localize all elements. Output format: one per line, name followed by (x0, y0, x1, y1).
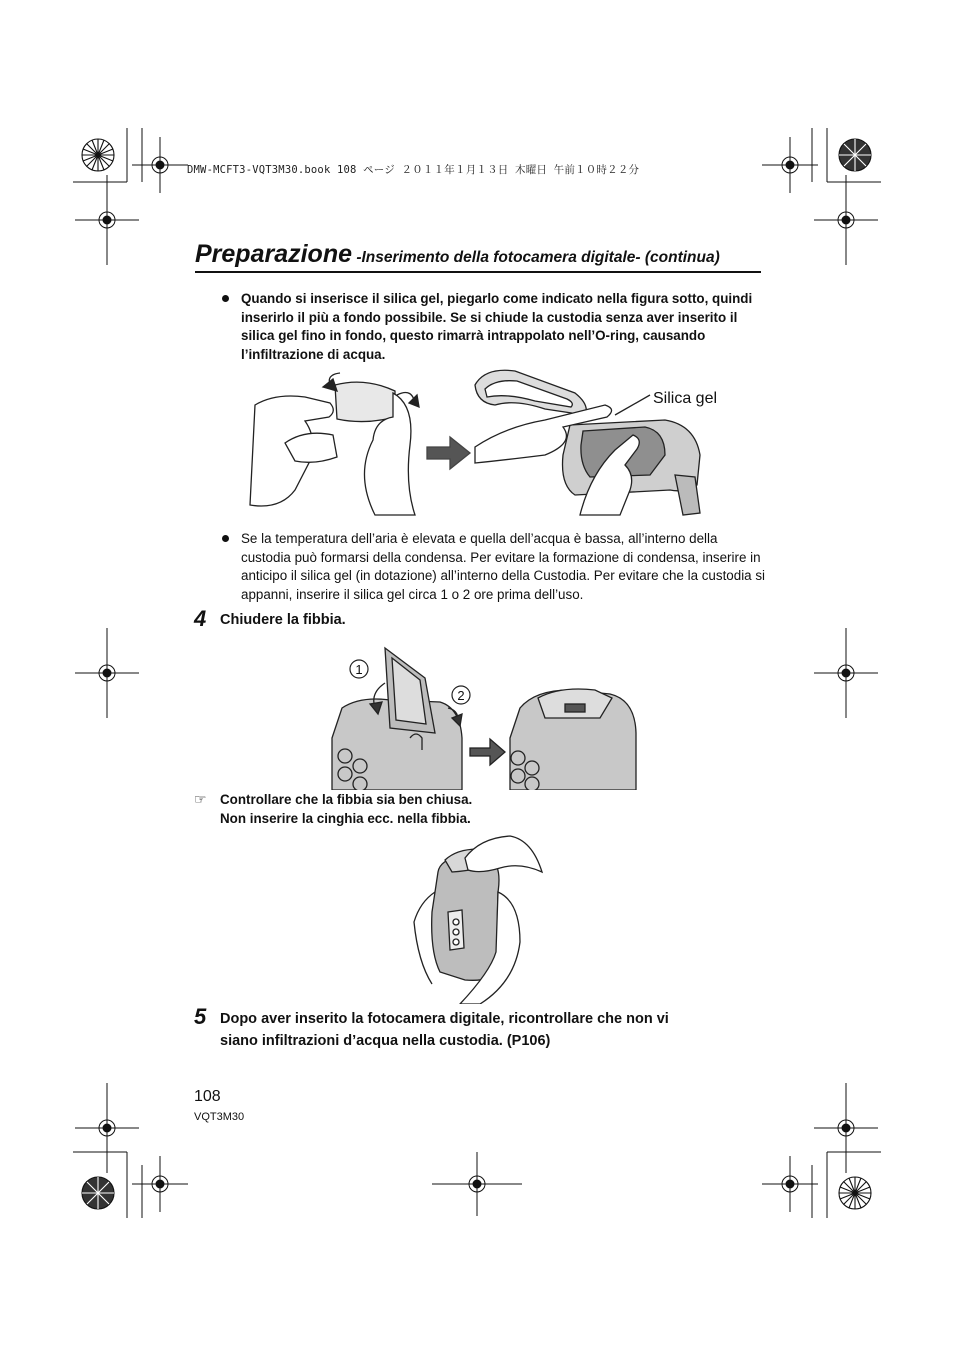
figure-label-2: 2 (457, 688, 465, 703)
title-main: Preparazione (195, 240, 353, 268)
title-subtitle: -Inserimento della fotocamera digitale- (continua) (352, 249, 720, 266)
step-4-text: Chiudere la fibbia. (220, 612, 346, 628)
step-4 (194, 606, 206, 632)
bullet-icon (222, 535, 229, 542)
silica-gel-label: Silica gel (653, 390, 718, 407)
model-code: VQT3M30 (194, 1111, 245, 1123)
step-5 (194, 1004, 206, 1030)
check-buckle-illustration (410, 832, 550, 1004)
print-header: DMW-MCFT3-VQT3M30.book 108 ページ ２０１１年１月１３日 木曜日 午前１０時２２分 (187, 164, 640, 176)
step-5-number: 5 (194, 1004, 207, 1029)
page-title (195, 240, 761, 273)
step-5-line-2: siano infiltrazioni d’acqua nella custodia. (P106) (220, 1033, 551, 1049)
buckle-illustration (330, 638, 640, 790)
page-number: 108 (194, 1088, 221, 1105)
silica-gel-illustration (245, 365, 735, 520)
figure-label-1: 1 (355, 662, 363, 677)
note-line-1: Controllare che la fibbia sia ben chiusa. (220, 792, 473, 807)
bullet-icon (222, 295, 229, 302)
step-5-line-1: Dopo aver inserito la fotocamera digitale, ricontrollare che non vi (220, 1011, 669, 1027)
silica-gel-instruction: Quando si inserisce il silica gel, piegarlo come indicato nella figura sotto, quindi inserirlo il più a fondo possibile. Se si chiude la custodia senza aver inserito il silica gel fino in fondo, questo rimarrà intrappolato nell’O-ring, causando l’infiltrazione di acqua. (241, 291, 753, 362)
step-4-number: 4 (194, 606, 207, 631)
note-line-2: Non inserire la cinghia ecc. nella fibbia. (220, 811, 471, 826)
condensation-note: Se la temperatura dell’aria è elevata e quella dell’acqua è bassa, all’interno della custodia può formarsi della condensa. Per evitare la formazione di condensa, inserire in anticipo il silica gel (in dotazione) all’interno della Custodia. Per evitare che la custodia si appanni, inserire il silica gel circa 1 o 2 ore prima dell’uso. (241, 531, 766, 602)
pointing-hand-icon: ☞ (194, 792, 207, 808)
